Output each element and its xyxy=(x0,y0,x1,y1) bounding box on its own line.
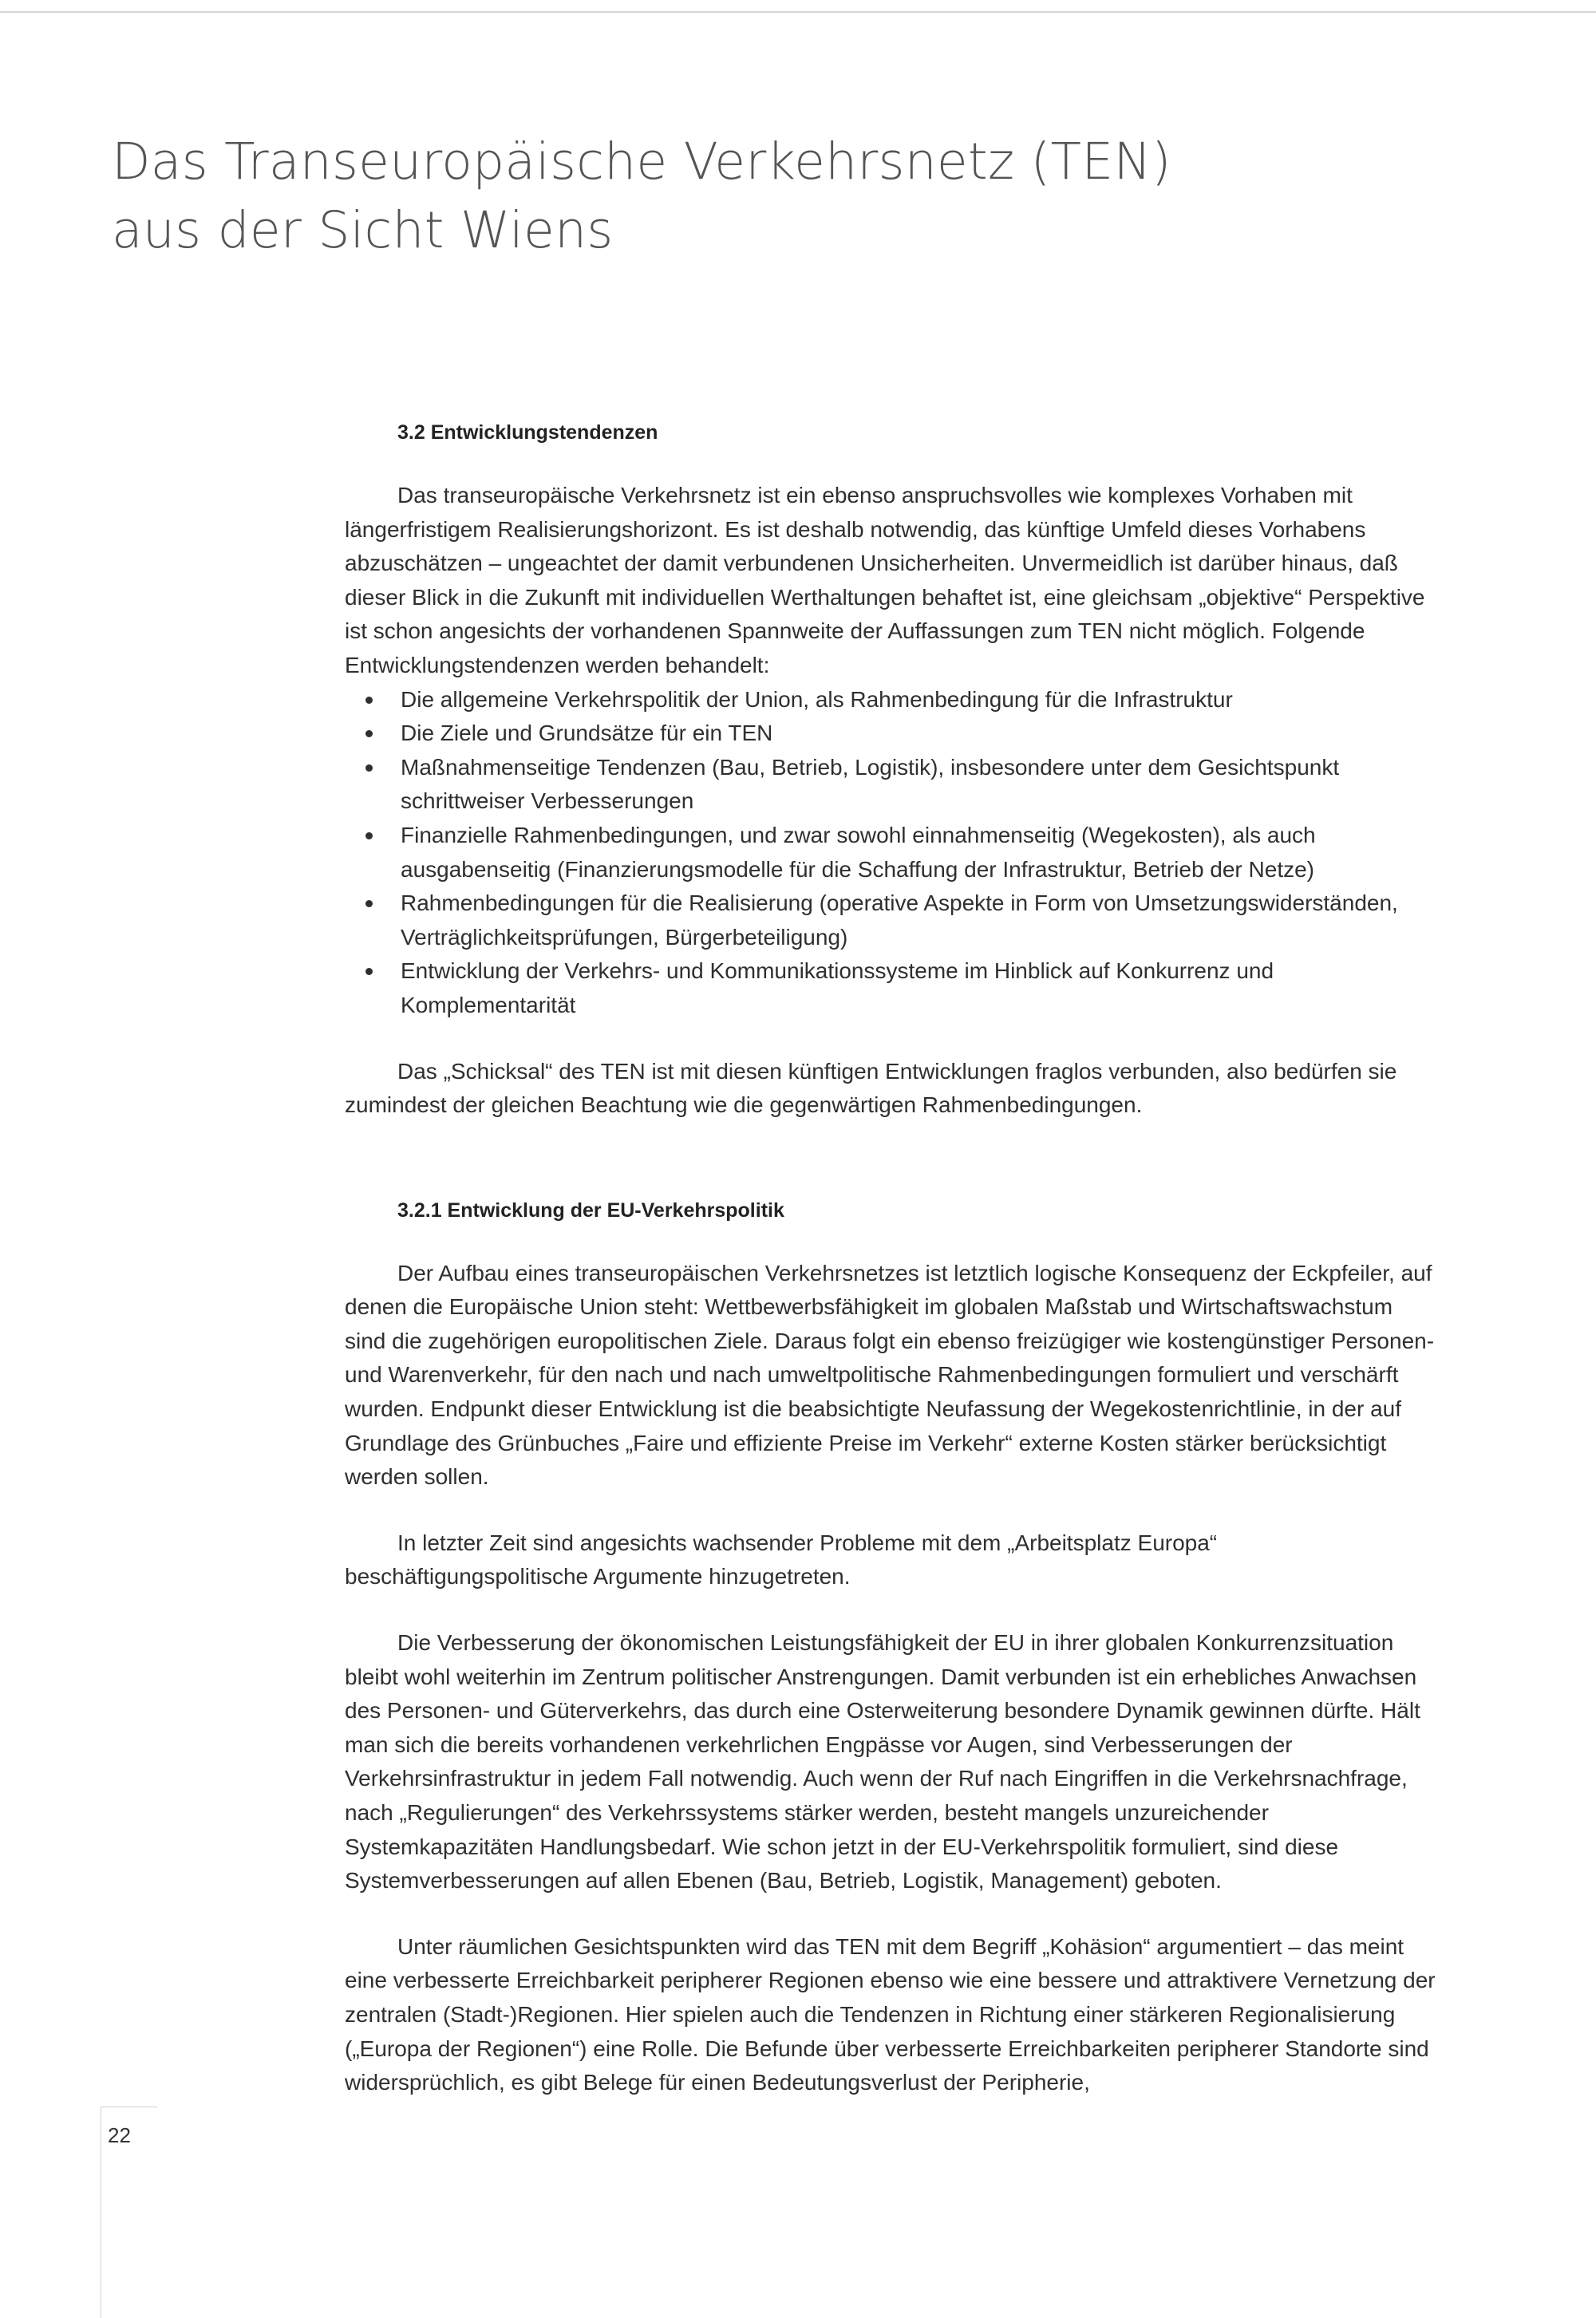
list-item-text: Finanzielle Rahmenbedingungen, und zwar sowohl einnahmenseitig (Wegekosten), als auch ausgabenseitig (Finanzierungsmodelle für die Schaffung der Infrastruktur, Betrieb der Netze) xyxy=(401,822,1316,882)
list-item xyxy=(345,819,1438,887)
list-item xyxy=(345,887,1438,954)
list-item xyxy=(345,751,1438,819)
bullet-icon xyxy=(365,968,373,975)
page-title xyxy=(112,128,1309,265)
spacer xyxy=(345,1898,1438,1930)
bullet-icon xyxy=(365,900,373,907)
bullet-list xyxy=(345,683,1438,1023)
list-item-text: Rahmenbedingungen für die Realisierung (operative Aspekte in Form von Umsetzungswiderständen, Verträglichkeitsprüfungen, Bürgerbeteiligung) xyxy=(401,890,1398,950)
bullet-icon xyxy=(365,697,373,704)
list-item xyxy=(345,954,1438,1022)
page-number-box xyxy=(101,2107,157,2318)
body-paragraph: In letzter Zeit sind angesichts wachsender Probleme mit dem „Arbeitsplatz Europa“ beschäftigungspolitische Argumente hinzugetreten. xyxy=(345,1530,1218,1589)
spacer xyxy=(345,1594,1438,1626)
intro-paragraph: Das transeuropäische Verkehrsnetz ist ein ebenso anspruchsvolles wie komplexes Vorhaben mit längerfristigem Realisierungshorizont. Es ist deshalb notwendig, das künftige Umfeld dieses Vorhabens abzuschätzen – ungeachtet der damit verbundenen Unsicherheiten. Unvermeidlich ist darüber hinaus, daß dieser Blick in die Zukunft mit individuellen Werthaltungen behaftet ist, eine gleichsam „objektive“ Perspektive ist schon angesichts der vorhandenen Spannweite der Auffassungen zum TEN nicht möglich. Folgende Entwicklungstendenzen werden behandelt: xyxy=(345,483,1425,677)
list-item-text: Die Ziele und Grundsätze für ein TEN xyxy=(401,721,773,746)
body-paragraph: Der Aufbau eines transeuropäischen Verkehrsnetzes ist letztlich logische Konsequenz der Eckpfeiler, auf denen die Europäische Union steht: Wettbewerbsfähigkeit im globalen Maßstab und Wirtschaftswachstum sind die zugehörigen europolitischen Ziele. Daraus folgt ein ebenso freizügiger wie kostengünstiger Personen- und Warenverkehr, für den nach und nach umweltpolitische Rahmenbedingungen formuliert und verschärft wurden. Endpunkt dieser Entwicklung ist die beabsichtigte Neufassung der Wegekostenrichtlinie, in der auf Grundlage des Grünbuches „Faire und effiziente Preise im Verkehr“ externe Kosten stärker berücksichtigt werden sollen. xyxy=(345,1260,1435,1490)
section-heading-3-2-1: 3.2.1 Entwicklung der EU-Verkehrspolitik xyxy=(397,1198,784,1222)
page-number: 22 xyxy=(108,2123,131,2147)
body-paragraph: Unter räumlichen Gesichtspunkten wird das TEN mit dem Begriff „Kohäsion“ argumentiert – das meint eine verbesserte Erreichbarkeit peripherer Regionen ebenso wie eine bessere und attraktivere Vernetzung der zentralen (Stadt-)Regionen. Hier spielen auch die Tendenzen in Richtung einer stärkeren Regionalisierung („Europa der Regionen“) eine Rolle. Die Befunde über verbesserte Erreichbarkeiten peripherer Standorte sind widersprüchlich, es gibt Belege für einen Bedeutungsverlust der Peripherie, xyxy=(345,1933,1436,2095)
closing-paragraph: Das „Schicksal“ des TEN ist mit diesen künftigen Entwicklungen fraglos verbunden, also bedürfen sie zumindest der gleichen Beachtung wie die gegenwärtigen Rahmenbedingungen. xyxy=(345,1058,1397,1118)
list-item xyxy=(345,717,1438,751)
bullet-icon xyxy=(365,730,373,737)
list-item-text: Maßnahmenseitige Tendenzen (Bau, Betrieb, Logistik), insbesondere unter dem Gesichtspunkt schrittweiser Verbesserungen xyxy=(401,754,1340,814)
list-item-text: Entwicklung der Verkehrs- und Kommunikationssysteme im Hinblick auf Konkurrenz und Komplementarität xyxy=(401,958,1274,1017)
spacer xyxy=(345,1023,1438,1055)
page-title-line-2: aus der Sicht Wiens xyxy=(112,201,614,259)
bullet-icon xyxy=(365,832,373,839)
list-item xyxy=(345,683,1438,717)
bullet-icon xyxy=(365,764,373,772)
spacer xyxy=(345,1495,1438,1526)
section-heading-3-2: 3.2 Entwicklungstendenzen xyxy=(397,421,658,444)
page-title-line-1: Das Transeuropäische Verkehrsnetz (TEN) xyxy=(112,132,1171,191)
main-content xyxy=(345,417,1438,2100)
list-item-text: Die allgemeine Verkehrspolitik der Union, als Rahmenbedingung für die Infrastruktur xyxy=(401,686,1233,712)
body-paragraph: Die Verbesserung der ökonomischen Leistungsfähigkeit der EU in ihrer globalen Konkurrenzsituation bleibt wohl weiterhin im Zentrum politischer Anstrengungen. Damit verbunden ist ein erhebliches Anwachsen des Personen- und Güterverkehrs, das durch eine Osterweiterung besondere Dynamik gewinnen dürfte. Hält man sich die bereits vorhandenen verkehrlichen Engpässe vor Augen, sind Verbesserungen der Verkehrsinfrastruktur in jedem Fall notwendig. Auch wenn der Ruf nach Eingriffen in die Verkehrsnachfrage, nach „Regulierungen“ des Verkehrssystems stärker werden, besteht mangels unzureichender Systemkapazitäten Handlungsbedarf. Wie schon jetzt in der EU-Verkehrspolitik formuliert, sind diese Systemverbesserungen auf allen Ebenen (Bau, Betrieb, Logistik, Management) geboten. xyxy=(345,1630,1420,1893)
top-rule xyxy=(0,11,1596,13)
spacer xyxy=(345,1123,1438,1195)
